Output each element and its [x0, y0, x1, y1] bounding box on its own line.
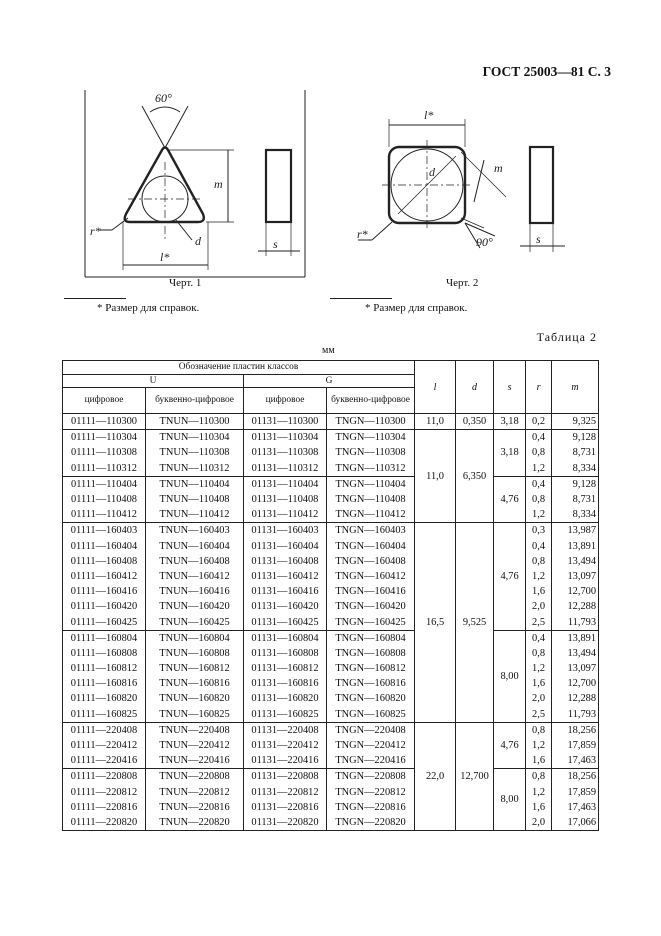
u-numeric-cell: 01111—160404 — [63, 539, 146, 554]
g-alpha-cell: TNGN—220408 — [327, 722, 415, 738]
u-alpha-cell: TNUN—110404 — [146, 476, 244, 492]
m-cell: 13,097 — [552, 661, 599, 676]
s-cell: 3,18 — [494, 430, 526, 477]
r-cell: 2,0 — [526, 691, 552, 706]
svg-text:r*: r* — [357, 227, 368, 241]
m-cell: 8,334 — [552, 461, 599, 477]
u-numeric-cell: 01111—110404 — [63, 476, 146, 492]
g-numeric-cell: 01131—110304 — [244, 430, 327, 446]
u-alpha-cell: TNUN—110412 — [146, 507, 244, 523]
r-cell: 0,8 — [526, 445, 552, 460]
r-cell: 0,8 — [526, 492, 552, 507]
u-numeric-cell: 01111—160420 — [63, 599, 146, 614]
g-alpha-cell: TNGN—110408 — [327, 492, 415, 507]
header-l: l — [415, 361, 456, 414]
g-numeric-cell: 01131—110308 — [244, 445, 327, 460]
g-alpha-cell: TNGN—110304 — [327, 430, 415, 446]
header-s: s — [494, 361, 526, 414]
u-numeric-cell: 01111—160808 — [63, 646, 146, 661]
g-numeric-cell: 01131—160425 — [244, 614, 327, 630]
g-alpha-cell: TNGN—110404 — [327, 476, 415, 492]
u-numeric-cell: 01111—220808 — [63, 769, 146, 785]
l-cell: 22,0 — [415, 722, 456, 830]
u-numeric-cell: 01111—110304 — [63, 430, 146, 446]
r-cell: 1,6 — [526, 584, 552, 599]
svg-text:m: m — [214, 177, 223, 191]
r-cell: 0,3 — [526, 523, 552, 539]
table-unit: мм — [322, 345, 335, 356]
r-cell: 2,5 — [526, 614, 552, 630]
g-numeric-cell: 01131—220808 — [244, 769, 327, 785]
g-alpha-cell: TNGN—220812 — [327, 785, 415, 800]
r-cell: 0,8 — [526, 769, 552, 785]
u-numeric-cell: 01111—160412 — [63, 569, 146, 584]
g-alpha-cell: TNGN—160408 — [327, 554, 415, 569]
r-cell: 1,2 — [526, 507, 552, 523]
u-numeric-cell: 01111—220416 — [63, 753, 146, 769]
u-alpha-cell: TNUN—160404 — [146, 539, 244, 554]
g-numeric-cell: 01131—220816 — [244, 800, 327, 815]
r-cell: 0,4 — [526, 539, 552, 554]
u-numeric-cell: 01111—110312 — [63, 461, 146, 477]
m-cell: 11,793 — [552, 707, 599, 723]
figure-1-caption: Черт. 1 — [169, 277, 202, 289]
g-numeric-cell: 01131—110412 — [244, 507, 327, 523]
g-alpha-cell: TNGN—220412 — [327, 738, 415, 753]
svg-text:l*: l* — [160, 250, 170, 264]
u-alpha-cell: TNUN—220812 — [146, 785, 244, 800]
s-cell: 8,00 — [494, 769, 526, 831]
r-cell: 0,8 — [526, 646, 552, 661]
r-cell: 0,4 — [526, 430, 552, 446]
u-alpha-cell: TNUN—110408 — [146, 492, 244, 507]
g-alpha-cell: TNGN—110300 — [327, 414, 415, 430]
class-g-header: G — [244, 375, 415, 388]
m-cell: 17,859 — [552, 785, 599, 800]
u-numeric-cell: 01111—110408 — [63, 492, 146, 507]
g-alpha-cell: TNGN—160416 — [327, 584, 415, 599]
u-numeric-cell: 01111—160816 — [63, 676, 146, 691]
d-cell: 6,350 — [456, 430, 494, 523]
u-alpha-cell: TNUN—160425 — [146, 614, 244, 630]
u-numeric-cell: 01111—220408 — [63, 722, 146, 738]
table-row — [63, 722, 599, 738]
header-m: m — [552, 361, 599, 414]
g-alpha-cell: TNGN—160403 — [327, 523, 415, 539]
g-alpha-cell: TNGN—220416 — [327, 753, 415, 769]
u-alpha-cell: TNUN—160808 — [146, 646, 244, 661]
g-alpha-header: буквенно-цифровое — [327, 388, 415, 414]
r-cell: 1,2 — [526, 461, 552, 477]
r-cell: 0,2 — [526, 414, 552, 430]
u-numeric-cell: 01111—160812 — [63, 661, 146, 676]
r-cell: 0,4 — [526, 476, 552, 492]
g-alpha-cell: TNGN—160812 — [327, 661, 415, 676]
table-row — [63, 523, 599, 539]
g-numeric-cell: 01131—160408 — [244, 554, 327, 569]
u-alpha-cell: TNUN—110300 — [146, 414, 244, 430]
r-cell: 1,2 — [526, 785, 552, 800]
d-cell: 9,525 — [456, 523, 494, 722]
g-numeric-cell: 01131—160812 — [244, 661, 327, 676]
m-cell: 8,731 — [552, 445, 599, 460]
u-numeric-cell: 01111—110308 — [63, 445, 146, 460]
s-cell: 4,76 — [494, 523, 526, 630]
m-cell: 13,097 — [552, 569, 599, 584]
g-numeric-cell: 01131—110404 — [244, 476, 327, 492]
u-alpha-cell: TNUN—160812 — [146, 661, 244, 676]
u-numeric-cell: 01111—160820 — [63, 691, 146, 706]
u-alpha-cell: TNUN—110312 — [146, 461, 244, 477]
u-alpha-cell: TNUN—160403 — [146, 523, 244, 539]
s-cell: 4,76 — [494, 722, 526, 769]
g-numeric-cell: 01131—220412 — [244, 738, 327, 753]
r-cell: 1,2 — [526, 569, 552, 584]
g-numeric-cell: 01131—110312 — [244, 461, 327, 477]
g-numeric-cell: 01131—160416 — [244, 584, 327, 599]
d-cell: 12,700 — [456, 722, 494, 830]
m-cell: 12,700 — [552, 584, 599, 599]
r-cell: 0,8 — [526, 722, 552, 738]
u-numeric-cell: 01111—110412 — [63, 507, 146, 523]
u-alpha-cell: TNUN—220808 — [146, 769, 244, 785]
footnote-rule-left — [64, 298, 126, 299]
u-numeric-cell: 01111—220820 — [63, 815, 146, 831]
l-cell: 11,0 — [415, 414, 456, 430]
m-cell: 9,325 — [552, 414, 599, 430]
svg-text:90°: 90° — [476, 235, 493, 249]
r-cell: 0,8 — [526, 554, 552, 569]
u-alpha-cell: TNUN—160820 — [146, 691, 244, 706]
g-numeric-cell: 01131—220820 — [244, 815, 327, 831]
footnote-right: * Размер для справок. — [365, 302, 468, 314]
g-numeric-cell: 01131—160808 — [244, 646, 327, 661]
g-numeric-cell: 01131—160404 — [244, 539, 327, 554]
drawings — [0, 0, 661, 330]
m-cell: 18,256 — [552, 769, 599, 785]
u-numeric-cell: 01111—160425 — [63, 614, 146, 630]
class-u-header: U — [63, 375, 244, 388]
u-alpha-cell: TNUN—160825 — [146, 707, 244, 723]
g-numeric-cell: 01131—160820 — [244, 691, 327, 706]
m-cell: 12,288 — [552, 599, 599, 614]
r-cell: 2,0 — [526, 815, 552, 831]
u-numeric-cell: 01111—160416 — [63, 584, 146, 599]
g-alpha-cell: TNGN—160412 — [327, 569, 415, 584]
m-cell: 13,494 — [552, 554, 599, 569]
u-numeric-cell: 01111—220412 — [63, 738, 146, 753]
g-alpha-cell: TNGN—160825 — [327, 707, 415, 723]
g-numeric-cell: 01131—160412 — [244, 569, 327, 584]
s-cell: 8,00 — [494, 630, 526, 722]
g-numeric-cell: 01131—160816 — [244, 676, 327, 691]
g-alpha-cell: TNGN—220808 — [327, 769, 415, 785]
m-cell: 11,793 — [552, 614, 599, 630]
u-alpha-header: буквенно-цифровое — [146, 388, 244, 414]
g-alpha-cell: TNGN—160808 — [327, 646, 415, 661]
m-cell: 12,288 — [552, 691, 599, 706]
svg-text:l*: l* — [424, 108, 434, 122]
u-alpha-cell: TNUN—160408 — [146, 554, 244, 569]
m-cell: 17,859 — [552, 738, 599, 753]
g-numeric-cell: 01131—220416 — [244, 753, 327, 769]
r-cell: 1,2 — [526, 738, 552, 753]
m-cell: 9,128 — [552, 476, 599, 492]
g-numeric-cell: 01131—220812 — [244, 785, 327, 800]
m-cell: 13,987 — [552, 523, 599, 539]
g-numeric-header: цифровое — [244, 388, 327, 414]
g-alpha-cell: TNGN—110308 — [327, 445, 415, 460]
u-alpha-cell: TNUN—160420 — [146, 599, 244, 614]
table-row — [63, 476, 599, 492]
table-row — [63, 430, 599, 446]
m-cell: 13,891 — [552, 630, 599, 646]
g-alpha-cell: TNGN—110312 — [327, 461, 415, 477]
u-alpha-cell: TNUN—160816 — [146, 676, 244, 691]
r-cell: 1,6 — [526, 800, 552, 815]
l-cell: 11,0 — [415, 430, 456, 523]
u-numeric-cell: 01111—110300 — [63, 414, 146, 430]
g-alpha-cell: TNGN—220820 — [327, 815, 415, 831]
g-numeric-cell: 01131—160420 — [244, 599, 327, 614]
g-numeric-cell: 01131—220408 — [244, 722, 327, 738]
m-cell: 13,494 — [552, 646, 599, 661]
u-alpha-cell: TNUN—220820 — [146, 815, 244, 831]
g-alpha-cell: TNGN—160404 — [327, 539, 415, 554]
group-header: Обозначение пластин классов — [63, 361, 415, 375]
r-cell: 1,2 — [526, 661, 552, 676]
u-numeric-cell: 01111—160825 — [63, 707, 146, 723]
svg-text:r*: r* — [90, 224, 101, 238]
svg-text:d: d — [429, 165, 435, 179]
u-alpha-cell: TNUN—160412 — [146, 569, 244, 584]
m-cell: 12,700 — [552, 676, 599, 691]
u-numeric-cell: 01111—160804 — [63, 630, 146, 646]
g-alpha-cell: TNGN—220816 — [327, 800, 415, 815]
r-cell: 2,5 — [526, 707, 552, 723]
g-alpha-cell: TNGN—160420 — [327, 599, 415, 614]
u-alpha-cell: TNUN—160804 — [146, 630, 244, 646]
u-alpha-cell: TNUN—160416 — [146, 584, 244, 599]
g-numeric-cell: 01131—160403 — [244, 523, 327, 539]
r-cell: 1,6 — [526, 676, 552, 691]
m-cell: 18,256 — [552, 722, 599, 738]
table-row — [63, 769, 599, 785]
l-cell: 16,5 — [415, 523, 456, 722]
g-alpha-cell: TNGN—110412 — [327, 507, 415, 523]
m-cell: 17,463 — [552, 800, 599, 815]
svg-text:m: m — [494, 161, 503, 175]
d-cell: 0,350 — [456, 414, 494, 430]
svg-text:s: s — [536, 232, 541, 246]
m-cell: 17,066 — [552, 815, 599, 831]
table-title: Таблица 2 — [536, 330, 597, 344]
table-row — [63, 414, 599, 430]
r-cell: 1,6 — [526, 753, 552, 769]
g-numeric-cell: 01131—160825 — [244, 707, 327, 723]
u-alpha-cell: TNUN—220416 — [146, 753, 244, 769]
table-row — [63, 630, 599, 646]
g-alpha-cell: TNGN—160425 — [327, 614, 415, 630]
svg-text:s: s — [273, 237, 278, 251]
u-numeric-cell: 01111—160403 — [63, 523, 146, 539]
u-numeric-cell: 01111—220816 — [63, 800, 146, 815]
svg-text:d: d — [195, 234, 201, 248]
g-alpha-cell: TNGN—160820 — [327, 691, 415, 706]
svg-text:60°: 60° — [155, 91, 172, 105]
table-2 — [62, 360, 599, 831]
figure-1 — [85, 90, 305, 277]
header-d: d — [456, 361, 494, 414]
u-alpha-cell: TNUN—220412 — [146, 738, 244, 753]
figure-2 — [357, 108, 565, 252]
m-cell: 8,334 — [552, 507, 599, 523]
u-alpha-cell: TNUN—110304 — [146, 430, 244, 446]
u-numeric-cell: 01111—220812 — [63, 785, 146, 800]
g-numeric-cell: 01131—110408 — [244, 492, 327, 507]
g-numeric-cell: 01131—110300 — [244, 414, 327, 430]
m-cell: 17,463 — [552, 753, 599, 769]
u-alpha-cell: TNUN—110308 — [146, 445, 244, 460]
page-header: ГОСТ 25003—81 С. 3 — [482, 64, 611, 79]
m-cell: 9,128 — [552, 430, 599, 446]
u-alpha-cell: TNUN—220408 — [146, 722, 244, 738]
footnote-left: * Размер для справок. — [97, 302, 200, 314]
s-cell: 3,18 — [494, 414, 526, 430]
m-cell: 13,891 — [552, 539, 599, 554]
u-alpha-cell: TNUN—220816 — [146, 800, 244, 815]
r-cell: 0,4 — [526, 630, 552, 646]
g-numeric-cell: 01131—160804 — [244, 630, 327, 646]
table-body — [63, 414, 599, 831]
header-r: r — [526, 361, 552, 414]
g-alpha-cell: TNGN—160804 — [327, 630, 415, 646]
footnote-rule-right — [330, 298, 392, 299]
s-cell: 4,76 — [494, 476, 526, 523]
r-cell: 2,0 — [526, 599, 552, 614]
figure-2-caption: Черт. 2 — [446, 277, 479, 289]
m-cell: 8,731 — [552, 492, 599, 507]
u-numeric-cell: 01111—160408 — [63, 554, 146, 569]
u-numeric-header: цифровое — [63, 388, 146, 414]
g-alpha-cell: TNGN—160816 — [327, 676, 415, 691]
